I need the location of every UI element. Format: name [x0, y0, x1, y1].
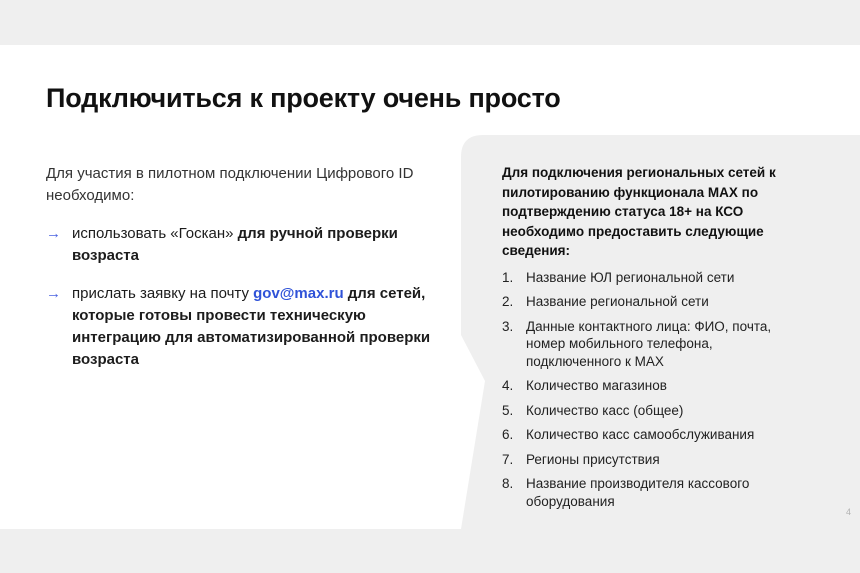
list-text: Название производителя кассового оборудования [526, 476, 750, 509]
list-text: Количество магазинов [526, 378, 667, 393]
intro-text: Для участия в пилотном подключении Цифрового ID необходимо: [46, 165, 414, 204]
bullet-item-email [46, 283, 446, 371]
slide [0, 45, 860, 529]
list-text: Регионы присутствия [526, 451, 660, 467]
bullet-text-regular: прислать заявку на почту [72, 285, 254, 302]
list-text: Название ЮЛ региональной сети [526, 269, 735, 285]
email-link[interactable]: gov@max.ru [253, 285, 344, 302]
list-item [502, 269, 802, 287]
bullet-text-regular: использовать «Госкан» [72, 225, 238, 242]
requirements-panel [461, 135, 860, 529]
bullet-text-bold: для сетей, которые готовы провести техническую интеграцию для автоматизированной проверки возраста [72, 285, 431, 368]
requirements-list [502, 269, 802, 511]
panel-content [502, 163, 802, 517]
bullet-item-goskan [46, 223, 446, 267]
list-number: 5. [502, 402, 514, 418]
list-number: 2. [502, 294, 514, 309]
slide-title: Подключиться к проекту очень просто [46, 83, 561, 113]
list-text: Количество касс (общее) [526, 402, 684, 418]
list-item [502, 451, 802, 469]
list-item [502, 293, 802, 311]
list-number: 6. [502, 427, 514, 442]
list-text: Данные контактного лица: ФИО, почта, номер мобильного телефона, подключенного к MAX [526, 318, 772, 369]
list-item [502, 426, 802, 444]
list-number: 3. [502, 318, 514, 334]
left-column [46, 163, 446, 387]
list-number: 4. [502, 378, 514, 393]
arrow-right-icon: → [46, 225, 61, 242]
list-item [502, 402, 802, 420]
list-number: 7. [502, 451, 514, 467]
list-item [502, 377, 802, 395]
list-text: Количество касс самообслуживания [526, 427, 755, 442]
list-number: 8. [502, 476, 514, 491]
list-item [502, 318, 802, 371]
arrow-right-icon: → [46, 285, 61, 302]
list-text: Название региональной сети [526, 294, 709, 309]
bullet-text-bold: для ручной проверки возраста [72, 225, 398, 264]
page-number: 4 [845, 507, 851, 517]
bullet-list [46, 223, 446, 371]
list-item [502, 475, 802, 510]
panel-heading: Для подключения региональных сетей к пилотированию функционала MAX по подтверждению статуса 18+ на КСО необходимо предоставить следующие сведения: [502, 165, 776, 258]
list-number: 1. [502, 269, 514, 285]
